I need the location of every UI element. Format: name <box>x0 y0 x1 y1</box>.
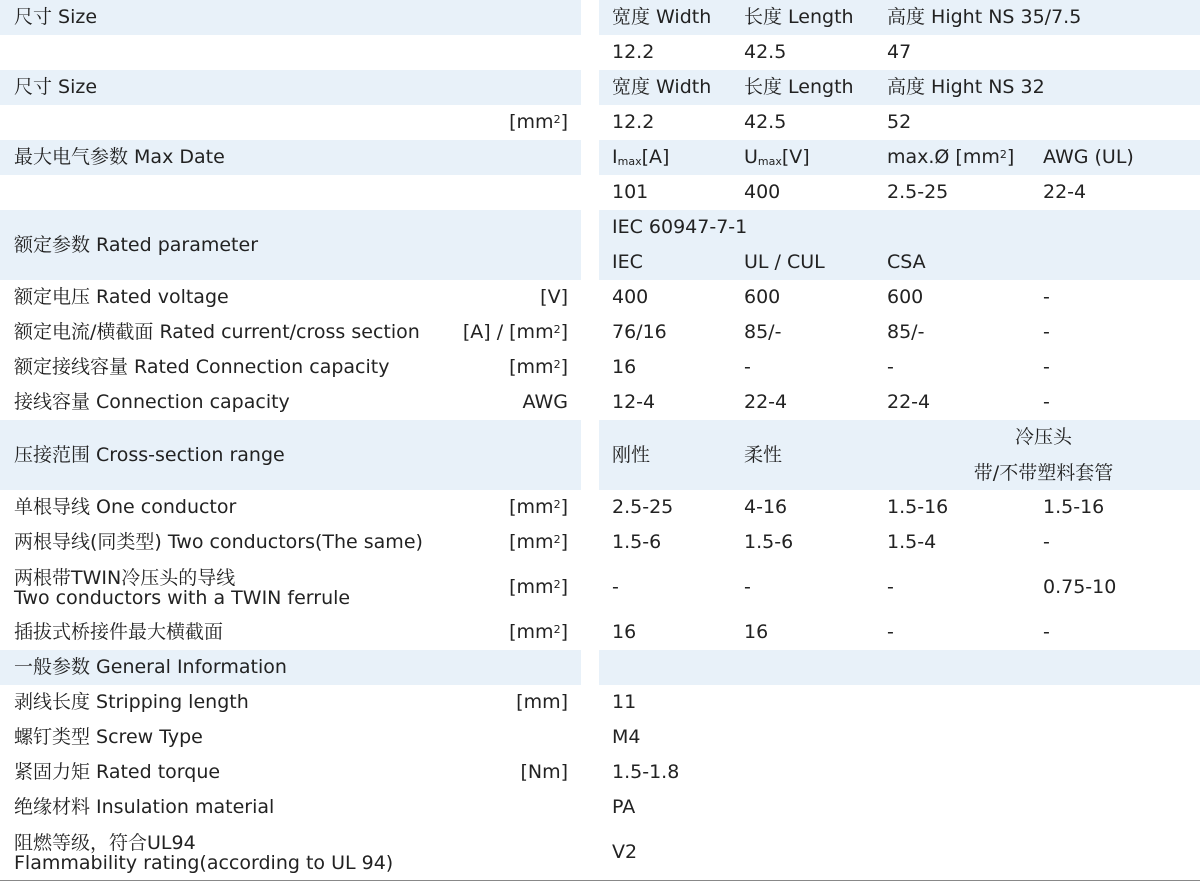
unit-label: [mm $^2$ ] <box>509 621 568 643</box>
max-data-header-row <box>0 140 1200 175</box>
ferrule-header-line1: 冷压头 <box>1014 426 1072 448</box>
ferrule-value: 1.5-16 <box>887 496 949 518</box>
row-label <box>14 560 350 615</box>
screw-type-row <box>0 720 1200 755</box>
row-label: 额定接线容量 Rated Connection capacity <box>14 356 390 378</box>
extra-value: - <box>1043 391 1050 413</box>
unit-label: [mm] <box>516 691 568 713</box>
umax-value: 400 <box>744 181 781 203</box>
row-label: 插拔式桥接件最大横截面 <box>14 621 224 643</box>
bridge-row <box>0 615 1200 650</box>
imax-value: 101 <box>612 181 649 203</box>
size-ns35-header-row <box>0 0 1200 35</box>
rigid-value: 2.5-25 <box>612 496 674 518</box>
ferrule-header-line2: 带/不带塑料套管 <box>973 462 1114 484</box>
value: 1.5-1.8 <box>612 761 680 783</box>
length-header: 长度 Length <box>744 6 854 28</box>
size-ns32-values-row <box>0 105 1200 140</box>
value: PA <box>612 796 636 818</box>
value: V2 <box>612 841 638 863</box>
rated-voltage-row <box>0 280 1200 315</box>
iec-value: 12-4 <box>612 391 656 413</box>
flexible-value: 4-16 <box>744 496 788 518</box>
flammability-row <box>0 825 1200 880</box>
stripping-length-row <box>0 685 1200 720</box>
ul-value: 600 <box>744 286 781 308</box>
row-label: 两根导线(同类型) Two conductors(The same) <box>14 531 423 553</box>
width-header: 宽度 Width <box>612 6 712 28</box>
row-label: 单根导线 One conductor <box>14 496 237 518</box>
connection-capacity-row <box>0 385 1200 420</box>
ferrule-value: 1.5-4 <box>887 531 937 553</box>
two-conductors-row <box>0 525 1200 560</box>
height-value: 47 <box>887 41 912 63</box>
ferrule-sleeve-value: - <box>1043 621 1050 643</box>
row-label-cn: 阻燃等级，符合UL94 <box>14 831 196 854</box>
unit-label: [Nm] <box>520 761 568 783</box>
flexible-header: 柔性 <box>744 443 783 466</box>
row-label-en: Flammability rating(according to UL 94) <box>14 851 394 874</box>
ul-value: 85/- <box>744 321 782 343</box>
flexible-value: - <box>744 576 751 598</box>
iec-header: IEC <box>612 251 643 273</box>
width-header: 宽度 Width <box>612 76 712 98</box>
unit-label: [mm $^2$ ] <box>509 496 568 518</box>
row-label: 额定电流/横截面 Rated current/cross section <box>14 321 420 343</box>
ul-value: - <box>744 356 751 378</box>
width-value: 12.2 <box>612 41 655 63</box>
unit-label: AWG <box>522 391 568 413</box>
ferrule-value: - <box>887 576 894 598</box>
row-label-cn: 两根带TWIN冷压头的导线 <box>14 566 236 589</box>
extra-value: - <box>1043 321 1050 343</box>
length-value: 42.5 <box>744 111 787 133</box>
row-label: 螺钉类型 Screw Type <box>14 726 203 748</box>
imax-header: I $_{max}$ [A] <box>612 146 670 168</box>
csa-header: CSA <box>887 251 926 273</box>
iec-value: 16 <box>612 356 637 378</box>
row-label: 额定电压 Rated voltage <box>14 286 229 308</box>
rated-connection-row <box>0 350 1200 385</box>
length-header: 长度 Length <box>744 76 854 98</box>
height-header: 高度 Hight NS 35/7.5 <box>887 6 1082 28</box>
extra-value: - <box>1043 356 1050 378</box>
standard-label: IEC 60947-7-1 <box>612 216 748 238</box>
cross-section-header-row <box>0 420 1200 490</box>
insulation-material-row <box>0 790 1200 825</box>
row-label: 尺寸 Size <box>14 6 98 28</box>
unit-label: [mm $^2$ ] <box>509 356 568 378</box>
rigid-value: 1.5-6 <box>612 531 662 553</box>
ferrule-sleeve-value: 1.5-16 <box>1043 496 1105 518</box>
iec-value: 400 <box>612 286 649 308</box>
row-label: 一般参数 General Information <box>14 656 287 678</box>
size-ns32-header-row <box>0 70 1200 105</box>
height-value: 52 <box>887 111 912 133</box>
awg-header: AWG (UL) <box>1043 146 1134 168</box>
row-label: 紧固力矩 Rated torque <box>14 761 221 783</box>
max-values-row <box>0 175 1200 210</box>
size-ns35-values-row <box>0 35 1200 70</box>
max-cross-value: 2.5-25 <box>887 181 949 203</box>
height-header: 高度 Hight NS 32 <box>887 76 1045 98</box>
ferrule-sleeve-value: 0.75-10 <box>1043 576 1117 598</box>
ul-value: 22-4 <box>744 391 788 413</box>
csa-value: - <box>887 356 894 378</box>
unit-label: [mm $^2$ ] <box>509 531 568 553</box>
unit-label: [A] / [mm $^2$ ] <box>462 321 568 343</box>
rated-current-row <box>0 315 1200 350</box>
table-bottom-border <box>0 880 1200 881</box>
width-value: 12.2 <box>612 111 655 133</box>
iec-value: 76/16 <box>612 321 667 343</box>
csa-value: 600 <box>887 286 924 308</box>
one-conductor-row <box>0 490 1200 525</box>
rigid-header: 刚性 <box>612 443 651 466</box>
rigid-value: - <box>612 576 619 598</box>
row-label: 额定参数 Rated parameter <box>14 233 259 256</box>
ferrule-value: - <box>887 621 894 643</box>
row-label: 最大电气参数 Max Date <box>14 146 225 168</box>
flexible-value: 16 <box>744 621 769 643</box>
ul-cul-header: UL / CUL <box>744 251 825 273</box>
row-label: 绝缘材料 Insulation material <box>14 796 275 818</box>
rated-torque-row <box>0 755 1200 790</box>
rigid-value: 16 <box>612 621 637 643</box>
unit-label: [mm $^2$ ] <box>509 111 568 133</box>
rated-parameter-row <box>0 210 1200 280</box>
general-info-header-row <box>0 650 1200 685</box>
value: M4 <box>612 726 641 748</box>
length-value: 42.5 <box>744 41 787 63</box>
unit-label: [V] <box>540 286 568 308</box>
csa-value: 85/- <box>887 321 925 343</box>
ferrule-sleeve-value: - <box>1043 531 1050 553</box>
flexible-value: 1.5-6 <box>744 531 794 553</box>
max-cross-header: max.Ø [mm $^2$ ] <box>887 146 1015 168</box>
row-label: 剥线长度 Stripping length <box>14 691 249 713</box>
awg-value: 22-4 <box>1043 181 1087 203</box>
row-label-en: Two conductors with a TWIN ferrule <box>14 586 351 609</box>
extra-value: - <box>1043 286 1050 308</box>
unit-label: [mm $^2$ ] <box>509 576 568 598</box>
row-label: 压接范围 Cross-section range <box>14 443 285 466</box>
ferrule-header <box>887 420 1200 490</box>
row-label <box>14 825 393 880</box>
row-label: 接线容量 Connection capacity <box>14 391 290 413</box>
twin-ferrule-row <box>0 560 1200 615</box>
umax-header: U $_{max}$ [V] <box>744 146 810 168</box>
value: 11 <box>612 691 637 713</box>
row-label: 尺寸 Size <box>14 76 98 98</box>
csa-value: 22-4 <box>887 391 931 413</box>
